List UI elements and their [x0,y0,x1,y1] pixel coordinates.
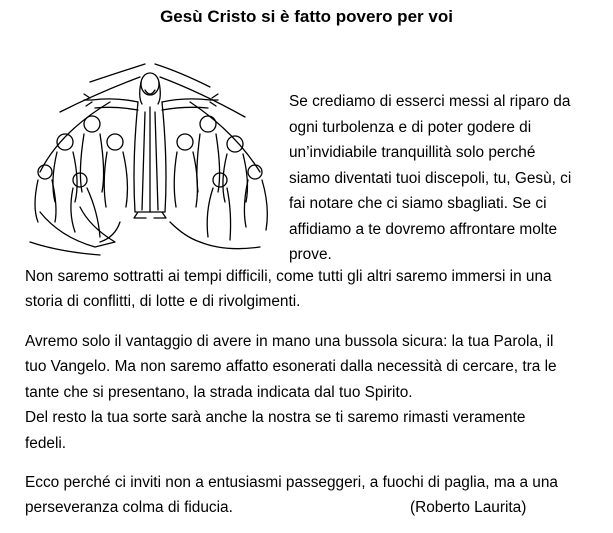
author-signature: (Roberto Laurita) [410,499,527,516]
side-text-line: Se crediamo di esserci messi al riparo da [289,93,571,110]
paragraph-line: storia di conflitti, di lotte e di rivolgimenti. [25,293,301,310]
paragraph-line: fedeli. [25,435,67,452]
paragraph-line: Del resto la tua sorte sarà anche la nostra se ti saremo rimasti veramente [25,409,526,426]
side-text-line: siamo diventati tuoi discepoli, tu, Gesù, ci [289,170,572,187]
page-title: Gesù Cristo si è fatto povero per voi [160,7,453,26]
paragraph-line: Avremo solo il vantaggio di avere in mano una bussola sicura: la tua Parola, il [25,333,554,350]
jesus-with-disciples-illustration [20,62,278,262]
paragraph-line: tuo Vangelo. Ma non saremo affatto esonerati dalla necessità di cercare, tra le [25,358,557,375]
side-text-line: ogni turbolenza e di poter godere di [289,119,532,136]
paragraph-line: Ecco perché ci inviti non a entusiasmi passeggeri, a fuochi di paglia, ma a una [25,474,558,491]
paragraph-line: Non saremo sottratti ai tempi difficili, come tutti gli altri saremo immersi in una [25,268,552,285]
side-text-line: fai notare che ci siamo sbagliati. Se ci [289,195,547,212]
side-text-line: affidiamo a te dovremo affrontare molte [289,221,558,238]
paragraph-line: tante che si presentano, la strada indicata dal tuo Spirito. [25,384,413,401]
side-text-line: un’invidiabile tranquillità solo perché [289,144,536,161]
side-text-line: prove. [289,246,332,263]
paragraph-line: perseveranza colma di fiducia. [25,499,233,516]
